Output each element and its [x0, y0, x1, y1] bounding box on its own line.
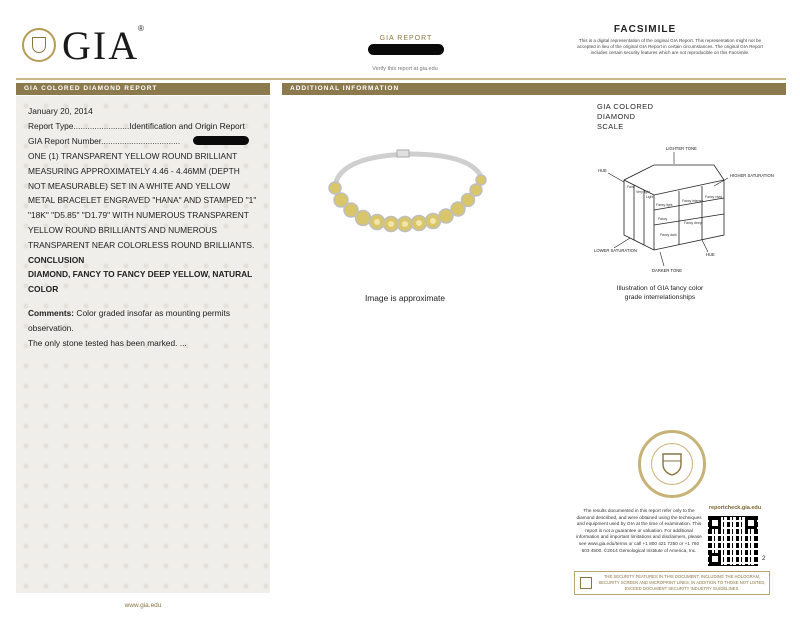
- report-check-link[interactable]: reportcheck.gia.edu: [708, 505, 762, 511]
- qr-page-number: 2: [762, 556, 766, 562]
- facsimile-note: This is a digital representation of the original GIA Report. This representation might not be accepted in lieu of the original GIA Report in certain circumstances. The original GIA Report includes certain security features which are not reproducible on this Facsimile.: [577, 38, 763, 56]
- left-section-heading: GIA COLORED DIAMOND REPORT: [16, 83, 270, 95]
- registered-mark: ®: [138, 24, 144, 33]
- diagram-caption-line: Illustration of GIA fancy color: [616, 285, 704, 292]
- security-notice-text: THE SECURITY FEATURES IN THIS DOCUMENT, INCLUDING THE HOLOGRAM, SECURITY SCREEN AND MICROPRINT LINES, IN ADDITION TO THOSE NOT LISTED, EXCEED DOCUMENT SECURITY INDUSTRY GUIDELINES.: [598, 574, 766, 591]
- scale-title-line: DIAMOND: [597, 112, 636, 121]
- qr-corner-marker: [709, 553, 721, 565]
- diagram-caption-line: grade interrelationships: [624, 294, 696, 302]
- description-line: METAL BRACELET ENGRAVED "HANA" AND STAMPED "1": [28, 195, 257, 206]
- diagram-label-hue: HUE: [598, 168, 607, 173]
- description-block: [28, 149, 268, 297]
- gia-logo: GIA: [62, 23, 140, 68]
- scale-title-line: GIA COLORED: [597, 102, 654, 111]
- diagram-label-lighter-tone: LIGHTER TONE: [666, 146, 697, 151]
- right-section-heading: ADDITIONAL INFORMATION: [282, 83, 786, 95]
- grade-label: Faint: [627, 185, 635, 189]
- conclusion-line: COLOR: [28, 284, 59, 295]
- grade-label: Light: [646, 195, 654, 199]
- comments-text-2: observation.: [28, 322, 74, 333]
- diagram-label-lower-saturation: LOWER SATURATION: [594, 248, 637, 253]
- report-number-label: GIA Report Number: [28, 136, 102, 146]
- diagram-label-hue-bottom: HUE: [706, 252, 715, 257]
- report-type-row: [28, 119, 245, 134]
- description-line: "18K" "D5.85" "D1.79" WITH NUMEROUS TRANSPARENT: [28, 210, 249, 221]
- color-scale-title: [597, 102, 653, 132]
- description-line: TRANSPARENT NEAR COLORLESS ROUND BRILLIANTS.: [28, 239, 255, 250]
- comments-block: [28, 306, 268, 350]
- redacted-gia-number: [193, 136, 249, 145]
- report-type-value: Identification and Origin Report: [129, 121, 245, 131]
- diagram-label-higher-saturation: HIGHER SATURATION: [730, 173, 774, 178]
- grade-label: Very light: [636, 190, 650, 194]
- report-number-row: [28, 134, 180, 149]
- disclaimer-fine-print: The results documented in this report refer only to the diamond described, and were obtained using the techniques and equipment used by GIA at the time of examination. This report is not a guarantee or valuation. For additional information and important limitations and disclaimers, please see www.gia.edu/terms or call +1 800 421 7250 or +1 760 603 4500. ©2014 Gemological Institute of America, Inc.: [576, 508, 702, 553]
- description-line: ONE (1) TRANSPARENT YELLOW ROUND BRILLIANT: [28, 151, 238, 161]
- grade-label: Fancy dark: [660, 233, 677, 237]
- comments-text: Color graded insofar as mounting permits: [74, 308, 231, 318]
- grade-label: Fancy deep: [684, 221, 702, 225]
- report-type-label: Report Type: [28, 121, 74, 131]
- image-caption: Image is approximate: [364, 293, 446, 303]
- report-type-dots: ........................: [73, 121, 130, 131]
- header-rule: [16, 78, 786, 80]
- bracelet-image: [325, 146, 495, 246]
- redacted-report-number: [368, 44, 444, 55]
- color-grade-diagram: [594, 140, 774, 280]
- lock-icon: [580, 577, 592, 589]
- grade-label: Fancy vivid: [705, 195, 722, 199]
- conclusion-label: CONCLUSION: [28, 254, 85, 265]
- verify-text: Verify this report at gia.edu: [372, 66, 438, 72]
- diagram-caption: [590, 284, 730, 303]
- footer-url[interactable]: www.gia.edu: [124, 602, 162, 609]
- facsimile-title: FACSIMILE: [613, 24, 677, 35]
- tested-note: The only stone tested has been marked. ...: [28, 337, 187, 348]
- report-title: GIA REPORT: [379, 35, 433, 42]
- qr-corner-marker: [709, 517, 721, 529]
- diagram-label-darker-tone: DARKER TONE: [652, 268, 683, 273]
- qr-corner-marker: [745, 517, 757, 529]
- comments-label: Comments:: [28, 308, 75, 318]
- gia-seal-logo-icon: [22, 28, 56, 62]
- scale-title-line: SCALE: [597, 122, 624, 131]
- grade-label: Fancy: [658, 217, 668, 221]
- shield-icon: [661, 452, 683, 476]
- description-line: NOT MEASURABLE) SET IN A WHITE AND YELLOW: [28, 180, 230, 191]
- grade-label: Fancy intense: [682, 199, 704, 203]
- conclusion-line: DIAMOND, FANCY TO FANCY DEEP YELLOW, NATURAL: [28, 269, 253, 280]
- description-line: YELLOW ROUND BRILLIANTS AND NUMEROUS: [28, 224, 217, 235]
- description-line: MEASURING APPROXIMATELY 4.46 - 4.46MM (DEPTH: [28, 165, 240, 176]
- grade-label: Fancy light: [656, 203, 673, 207]
- report-number-dots: ..................................: [101, 136, 181, 146]
- report-date: January 20, 2014: [28, 106, 93, 116]
